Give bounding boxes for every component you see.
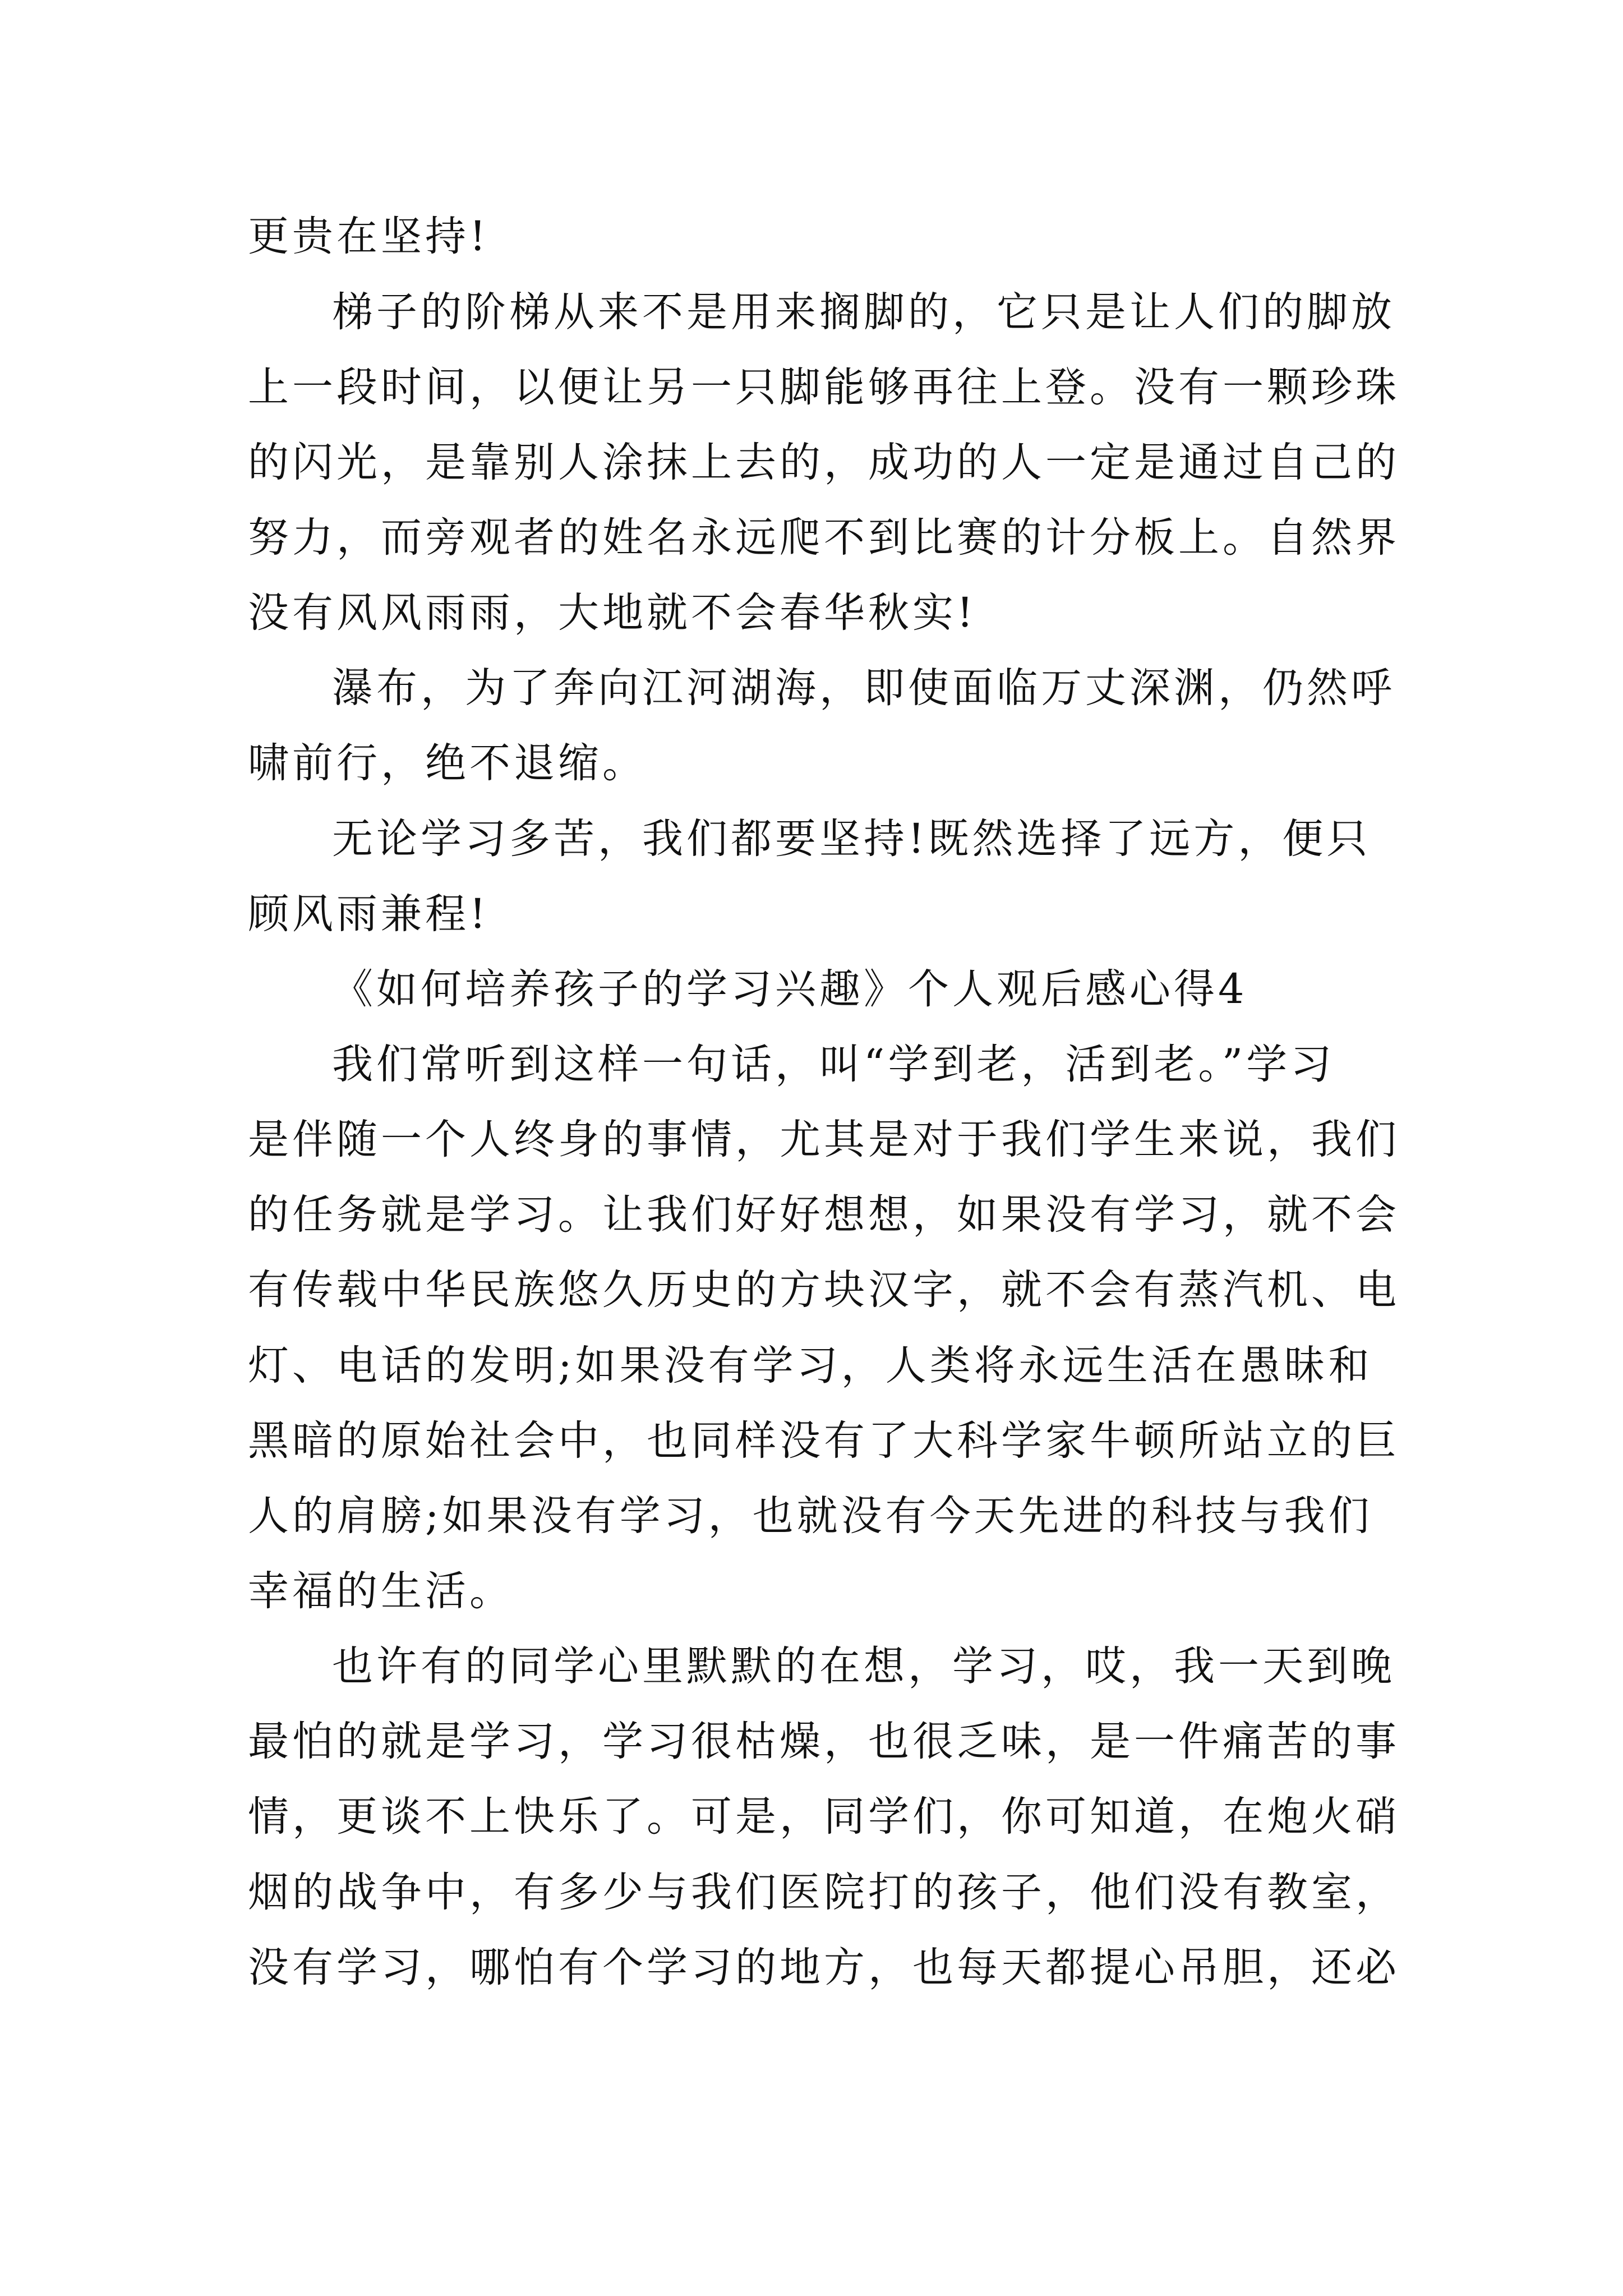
paragraph-line: 灯、电话的发明;如果没有学习，人类将永远生活在愚昧和 xyxy=(248,1342,1373,1389)
paragraph-line: 幸福的生活。 xyxy=(248,1567,514,1615)
paragraph-line: 最怕的就是学习，学习很枯燥，也很乏味，是一件痛苦的事 xyxy=(248,1718,1400,1765)
paragraph-line: 无论学习多苦，我们都要坚持!既然选择了远方，便只 xyxy=(332,815,1371,863)
paragraph-line: 黑暗的原始社会中，也同样没有了大科学家牛顿所站立的巨 xyxy=(248,1417,1400,1465)
paragraph-line: 烟的战争中，有多少与我们医院打的孩子，他们没有教室， xyxy=(248,1869,1400,1916)
paragraph-line: 瀑布，为了奔向江河湖海，即使面临万丈深渊，仍然呼 xyxy=(332,664,1395,712)
paragraph-line: 更贵在坚持! xyxy=(248,213,490,260)
paragraph-line: 没有学习，哪怕有个学习的地方，也每天都提心吊胆，还必 xyxy=(248,1944,1400,1991)
paragraph-line: 有传载中华民族悠久历史的方块汉字，就不会有蒸汽机、电 xyxy=(248,1266,1400,1314)
paragraph-line: 的闪光，是靠别人涂抹上去的，成功的人一定是通过自己的 xyxy=(248,439,1400,486)
paragraph-line: 情，更谈不上快乐了。可是，同学们，你可知道，在炮火硝 xyxy=(248,1793,1400,1841)
paragraph-line: 努力，而旁观者的姓名永远爬不到比赛的计分板上。自然界 xyxy=(248,514,1400,562)
paragraph-line: 上一段时间，以便让另一只脚能够再往上登。没有一颗珍珠 xyxy=(248,364,1400,411)
section-heading: 《如何培养孩子的学习兴趣》个人观后感心得4 xyxy=(332,965,1248,1013)
paragraph-line: 顾风雨兼程! xyxy=(248,890,490,938)
paragraph-line: 梯子的阶梯从来不是用来搁脚的，它只是让人们的脚放 xyxy=(332,288,1395,336)
paragraph-line: 我们常听到这样一句话，叫“学到老，活到老。”学习 xyxy=(332,1041,1335,1088)
paragraph-line: 也许有的同学心里默默的在想，学习，哎，我一天到晚 xyxy=(332,1642,1395,1690)
paragraph-line: 没有风风雨雨，大地就不会春华秋实! xyxy=(248,589,977,637)
paragraph-line: 人的肩膀;如果没有学习，也就没有今天先进的科技与我们 xyxy=(248,1492,1373,1540)
paragraph-line: 是伴随一个人终身的事情，尤其是对于我们学生来说，我们 xyxy=(248,1116,1400,1163)
paragraph-line: 的任务就是学习。让我们好好想想，如果没有学习，就不会 xyxy=(248,1191,1400,1239)
paragraph-line: 啸前行，绝不退缩。 xyxy=(248,739,647,787)
